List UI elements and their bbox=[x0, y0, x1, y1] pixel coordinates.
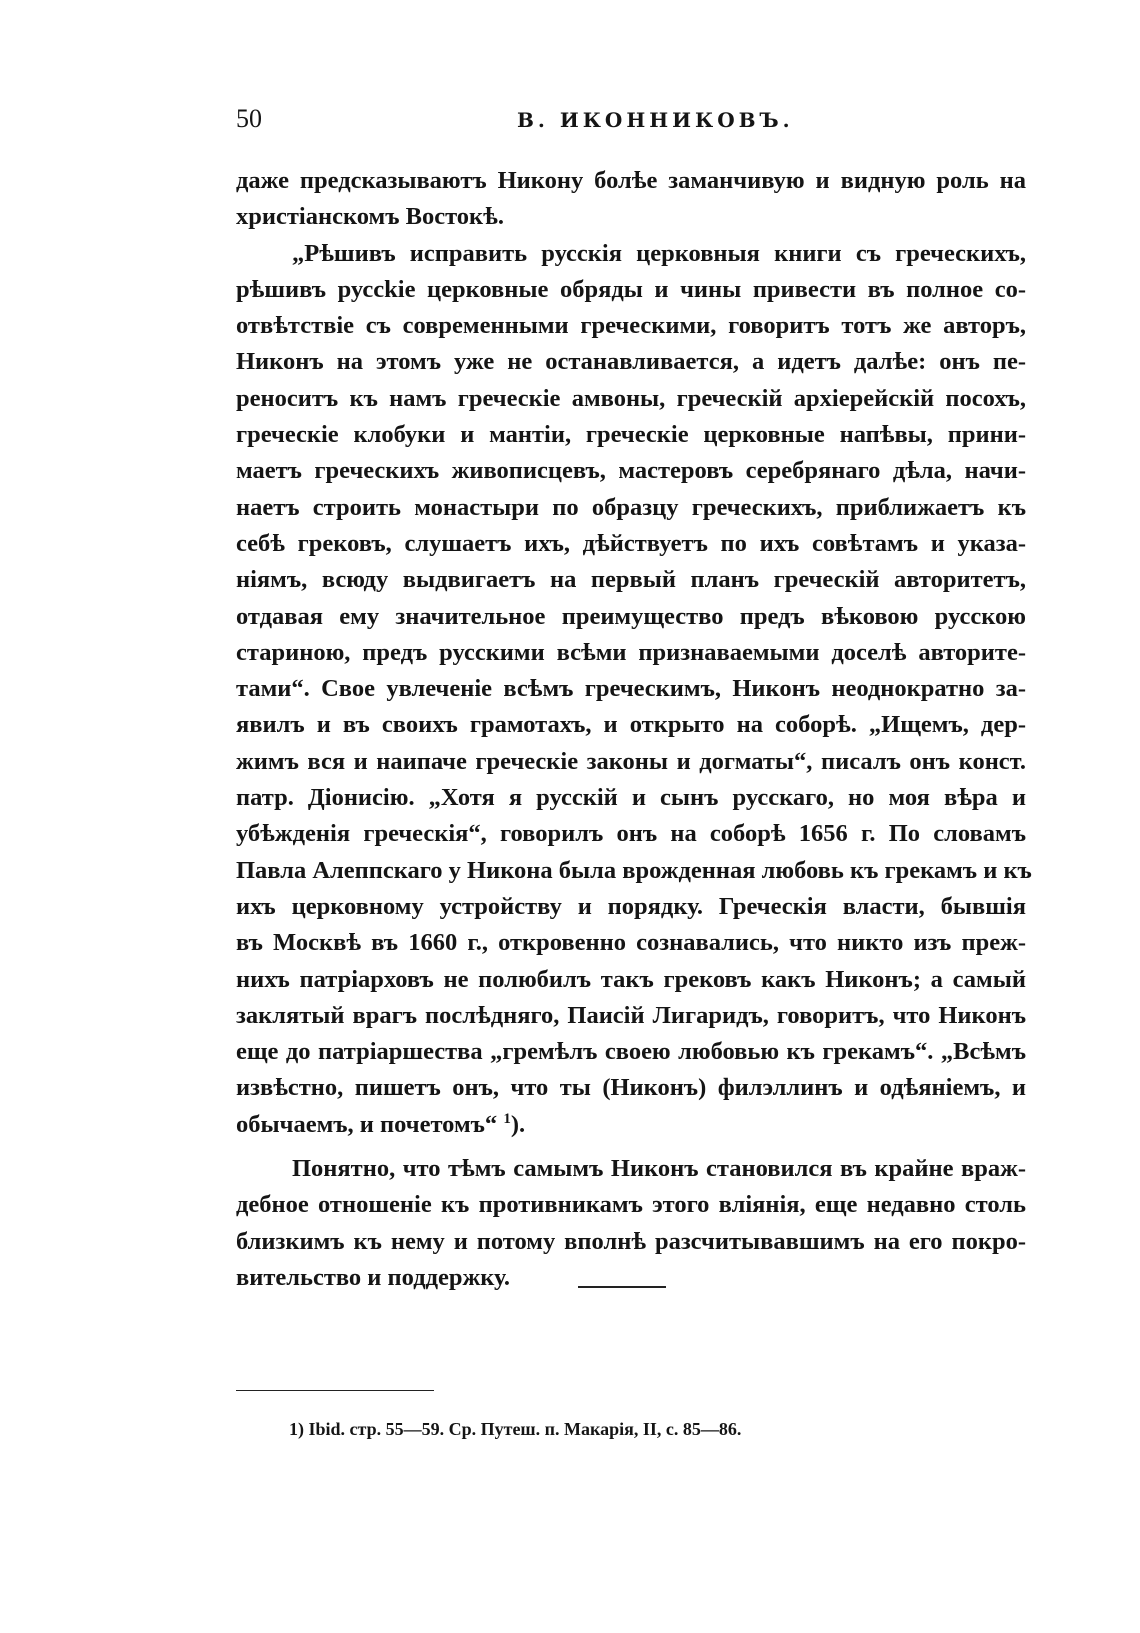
text-line: извѣстно, пишетъ онъ, что ты (Никонъ) филэллинъ и одѣяніемъ, и bbox=[236, 1074, 1026, 1102]
text-line: наетъ строить монастыри по образцу греческихъ, приближаетъ къ bbox=[236, 493, 1026, 521]
footnote-marker: 1) bbox=[289, 1419, 304, 1439]
text-line: рѣшивъ руссkie церковные обряды и чины привести въ полное со- bbox=[236, 275, 1026, 303]
last-line-text: обычаемъ, и почетомъ“ bbox=[236, 1110, 498, 1138]
text-line: жимъ вся и наипаче греческіе законы и догматы“, писалъ онъ конст. bbox=[236, 747, 1026, 775]
footnote-reference: 1 bbox=[503, 1110, 511, 1127]
body-text bbox=[236, 163, 1032, 1296]
text-line: вительство и поддержку. bbox=[236, 1263, 510, 1291]
page-header bbox=[236, 104, 1036, 144]
text-line: тами“. Свое увлеченіе всѣмъ греческимъ, Никонъ неоднократно за- bbox=[236, 675, 1026, 703]
text-line: ніямъ, всюду выдвигаетъ на первый планъ греческій авторитетъ, bbox=[236, 566, 1026, 594]
text-line: христіанскомъ Востокѣ. bbox=[236, 203, 504, 231]
running-head: В. ИКОННИКОВЪ. bbox=[517, 108, 794, 132]
footnote bbox=[289, 1419, 741, 1440]
text-line: отвѣтствіе съ современными греческими, говоритъ тотъ же авторъ, bbox=[236, 312, 1026, 340]
paragraph-3 bbox=[236, 1151, 1026, 1296]
section-divider bbox=[578, 1286, 666, 1288]
last-line-end: ). bbox=[510, 1110, 526, 1138]
text-line: нихъ патріарховъ не полюбилъ такъ грековъ какъ Никонъ; а самый bbox=[236, 965, 1026, 993]
text-line: еще до патріаршества „гремѣлъ своею любовью къ грекамъ“. „Всѣмъ bbox=[236, 1038, 1026, 1066]
footnote-text: Ibid. стр. 55—59. Ср. Путеш. п. Макарія, II, с. 85—86. bbox=[308, 1419, 742, 1439]
text-line: „Рѣшивъ исправить русскія церковныя книги съ греческихъ, bbox=[292, 239, 1026, 267]
footnote-divider bbox=[236, 1390, 434, 1391]
paragraph-1 bbox=[236, 163, 1026, 236]
text-line: дебное отношеніе къ противникамъ этого вліянія, еще недавно столь bbox=[236, 1191, 1026, 1219]
text-line bbox=[236, 1107, 1026, 1143]
text-line: патр. Діонисію. „Хотя я русскій и сынъ русскаго, но моя вѣра и bbox=[236, 784, 1026, 812]
text-line: убѣжденія греческія“, говорилъ онъ на соборѣ 1656 г. По словамъ bbox=[236, 820, 1026, 848]
text-line: реноситъ къ намъ греческіе амвоны, греческій архіерейскій посохъ, bbox=[236, 384, 1026, 412]
text-line: даже предсказываютъ Никону болѣе заманчивую и видную роль на bbox=[236, 167, 1026, 194]
text-line: явилъ и въ своихъ грамотахъ, и открыто на соборѣ. „Ищемъ, дер- bbox=[236, 711, 1026, 739]
page-number: 50 bbox=[236, 104, 262, 133]
text-line: маетъ греческихъ живописцевъ, мастеровъ серебрянаго дѣла, начи- bbox=[236, 457, 1026, 485]
text-line: заклятый врагъ послѣдняго, Паисій Лигаридъ, говоритъ, что Никонъ bbox=[236, 1001, 1026, 1029]
text-line: отдавая ему значительное преимущество предъ вѣковою русскою bbox=[236, 602, 1026, 630]
text-line: Павла Алеппскаго у Никона была врожденная любовь къ грекамъ и къ bbox=[236, 856, 1032, 884]
text-line: ихъ церковному устройству и порядку. Греческія власти, бывшія bbox=[236, 892, 1026, 920]
text-line: греческіе клобуки и мантіи, греческіе церковные напѣвы, прини- bbox=[236, 421, 1026, 449]
text-line: Понятно, что тѣмъ самымъ Никонъ становился въ крайне враж- bbox=[292, 1155, 1026, 1183]
text-line: въ Москвѣ въ 1660 г., откровенно сознавались, что никто изъ преж- bbox=[236, 929, 1026, 957]
text-line: стариною, предъ русскими всѣми признаваемыми доселѣ авторите- bbox=[236, 638, 1026, 666]
text-line: себѣ грековъ, слушаетъ ихъ, дѣйствуетъ по ихъ совѣтамъ и указа- bbox=[236, 529, 1026, 557]
text-line: близкимъ къ нему и потому вполнѣ разсчитывавшимъ на его покро- bbox=[236, 1227, 1026, 1255]
paragraph-2 bbox=[236, 236, 1032, 1143]
text-line: Никонъ на этомъ уже не останавливается, а идетъ далѣе: онъ пе- bbox=[236, 348, 1026, 376]
